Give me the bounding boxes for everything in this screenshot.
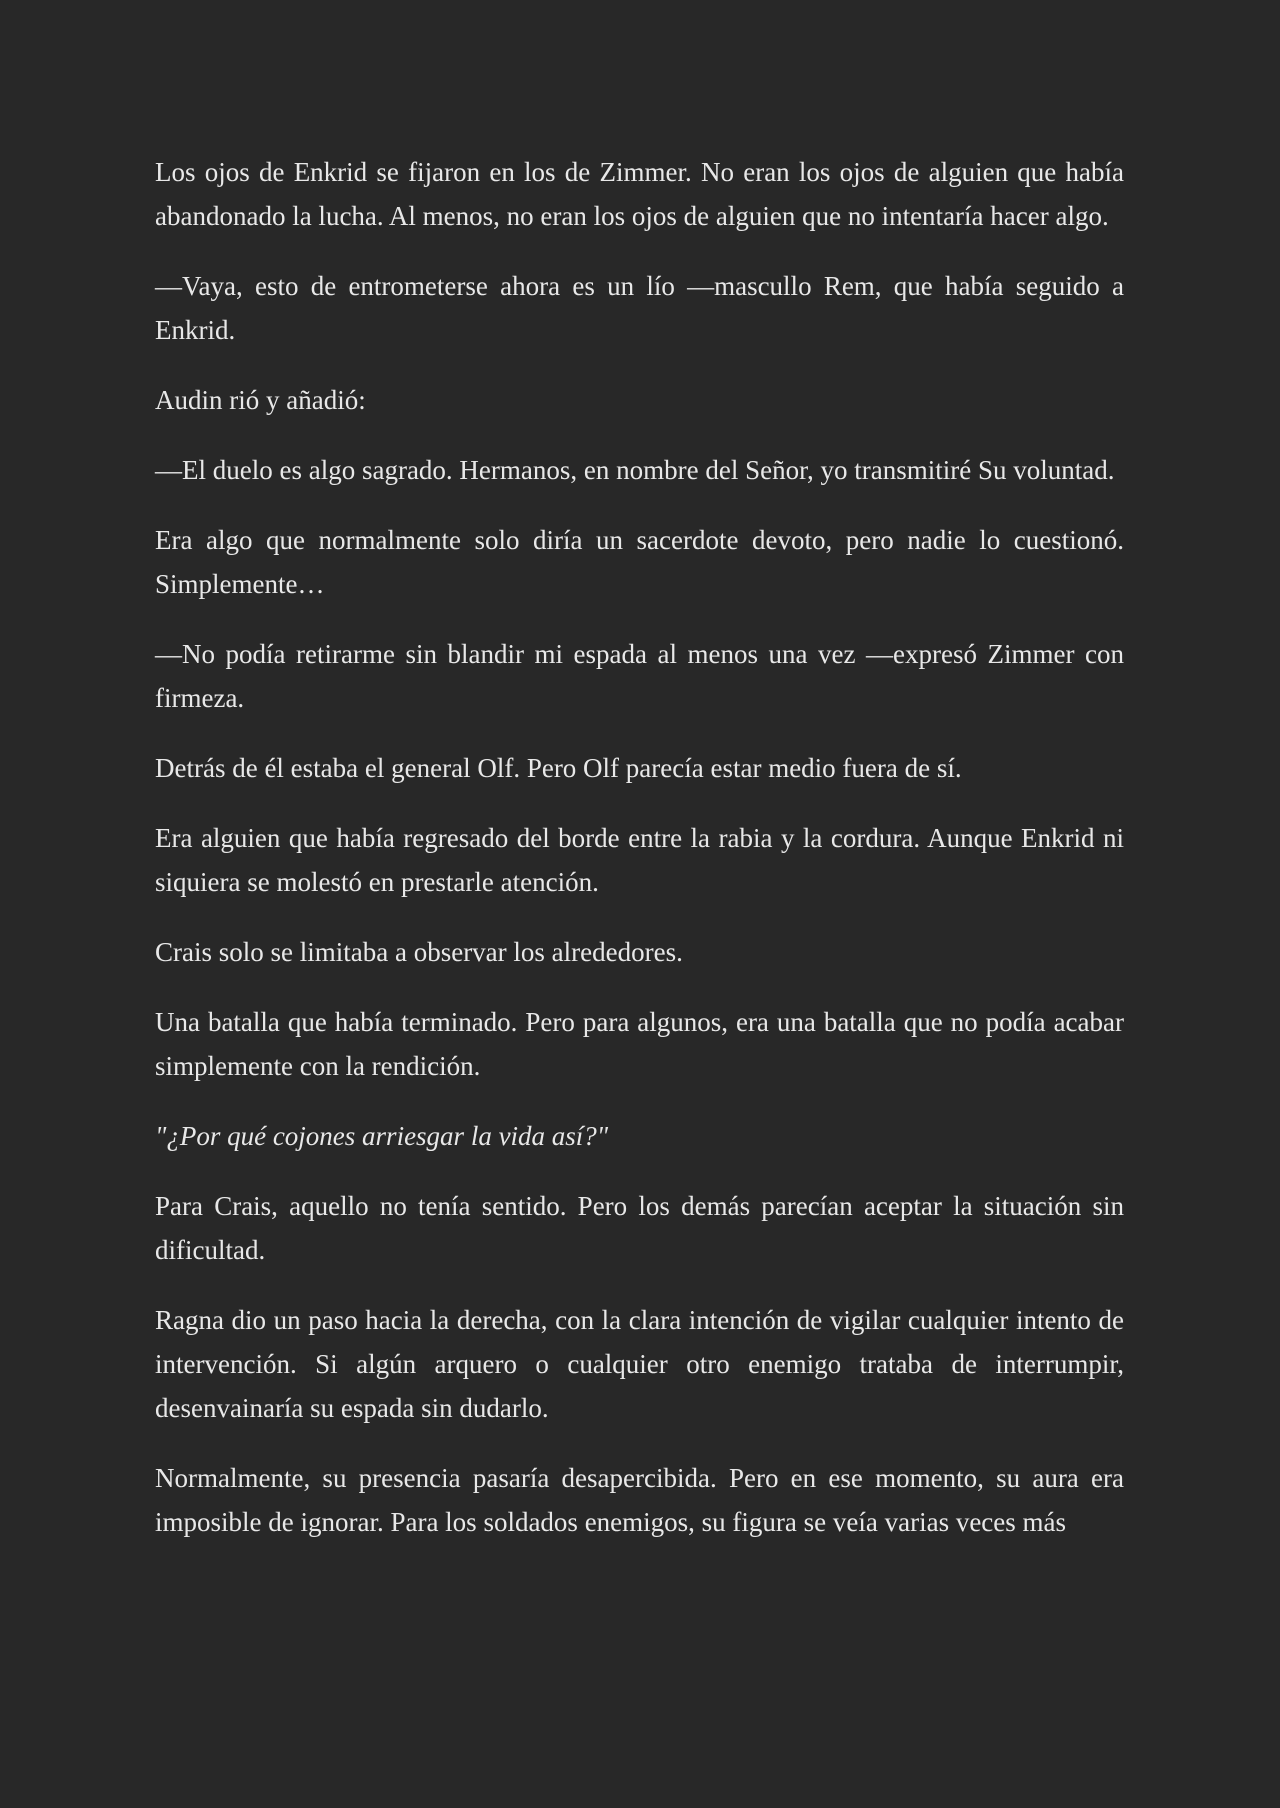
paragraph: Para Crais, aquello no tenía sentido. Pero los demás parecían aceptar la situación sin dificultad. xyxy=(155,1191,1124,1265)
paragraph: —Vaya, esto de entrometerse ahora es un lío —mascullo Rem, que había seguido a Enkrid. xyxy=(155,271,1124,345)
paragraph: Era alguien que había regresado del borde entre la rabia y la cordura. Aunque Enkrid ni siquiera se molestó en prestarle atención. xyxy=(155,823,1124,897)
thought-paragraph: "¿Por qué cojones arriesgar la vida así?" xyxy=(155,1121,609,1151)
paragraph: —No podía retirarme sin blandir mi espada al menos una vez —expresó Zimmer con firmeza. xyxy=(155,639,1124,713)
paragraph: Ragna dio un paso hacia la derecha, con la clara intención de vigilar cualquier intento de intervención. Si algún arquero o cualquier otro enemigo trataba de interrumpir, desenvainaría su espada sin dudarlo. xyxy=(155,1305,1124,1423)
paragraph: Crais solo se limitaba a observar los alrededores. xyxy=(155,937,683,967)
paragraph: Los ojos de Enkrid se fijaron en los de Zimmer. No eran los ojos de alguien que había abandonado la lucha. Al menos, no eran los ojos de alguien que no intentaría hacer algo. xyxy=(155,157,1124,231)
paragraph: Detrás de él estaba el general Olf. Pero Olf parecía estar medio fuera de sí. xyxy=(155,753,962,783)
chapter-text xyxy=(155,150,1124,1570)
paragraph: —El duelo es algo sagrado. Hermanos, en nombre del Señor, yo transmitiré Su voluntad. xyxy=(155,455,1115,485)
paragraph: Normalmente, su presencia pasaría desapercibida. Pero en ese momento, su aura era imposible de ignorar. Para los soldados enemigos, su figura se veía varias veces más xyxy=(155,1463,1124,1537)
paragraph: Era algo que normalmente solo diría un sacerdote devoto, pero nadie lo cuestionó. Simplemente… xyxy=(155,525,1124,599)
paragraph: Una batalla que había terminado. Pero para algunos, era una batalla que no podía acabar simplemente con la rendición. xyxy=(155,1007,1124,1081)
paragraph: Audin rió y añadió: xyxy=(155,385,366,415)
